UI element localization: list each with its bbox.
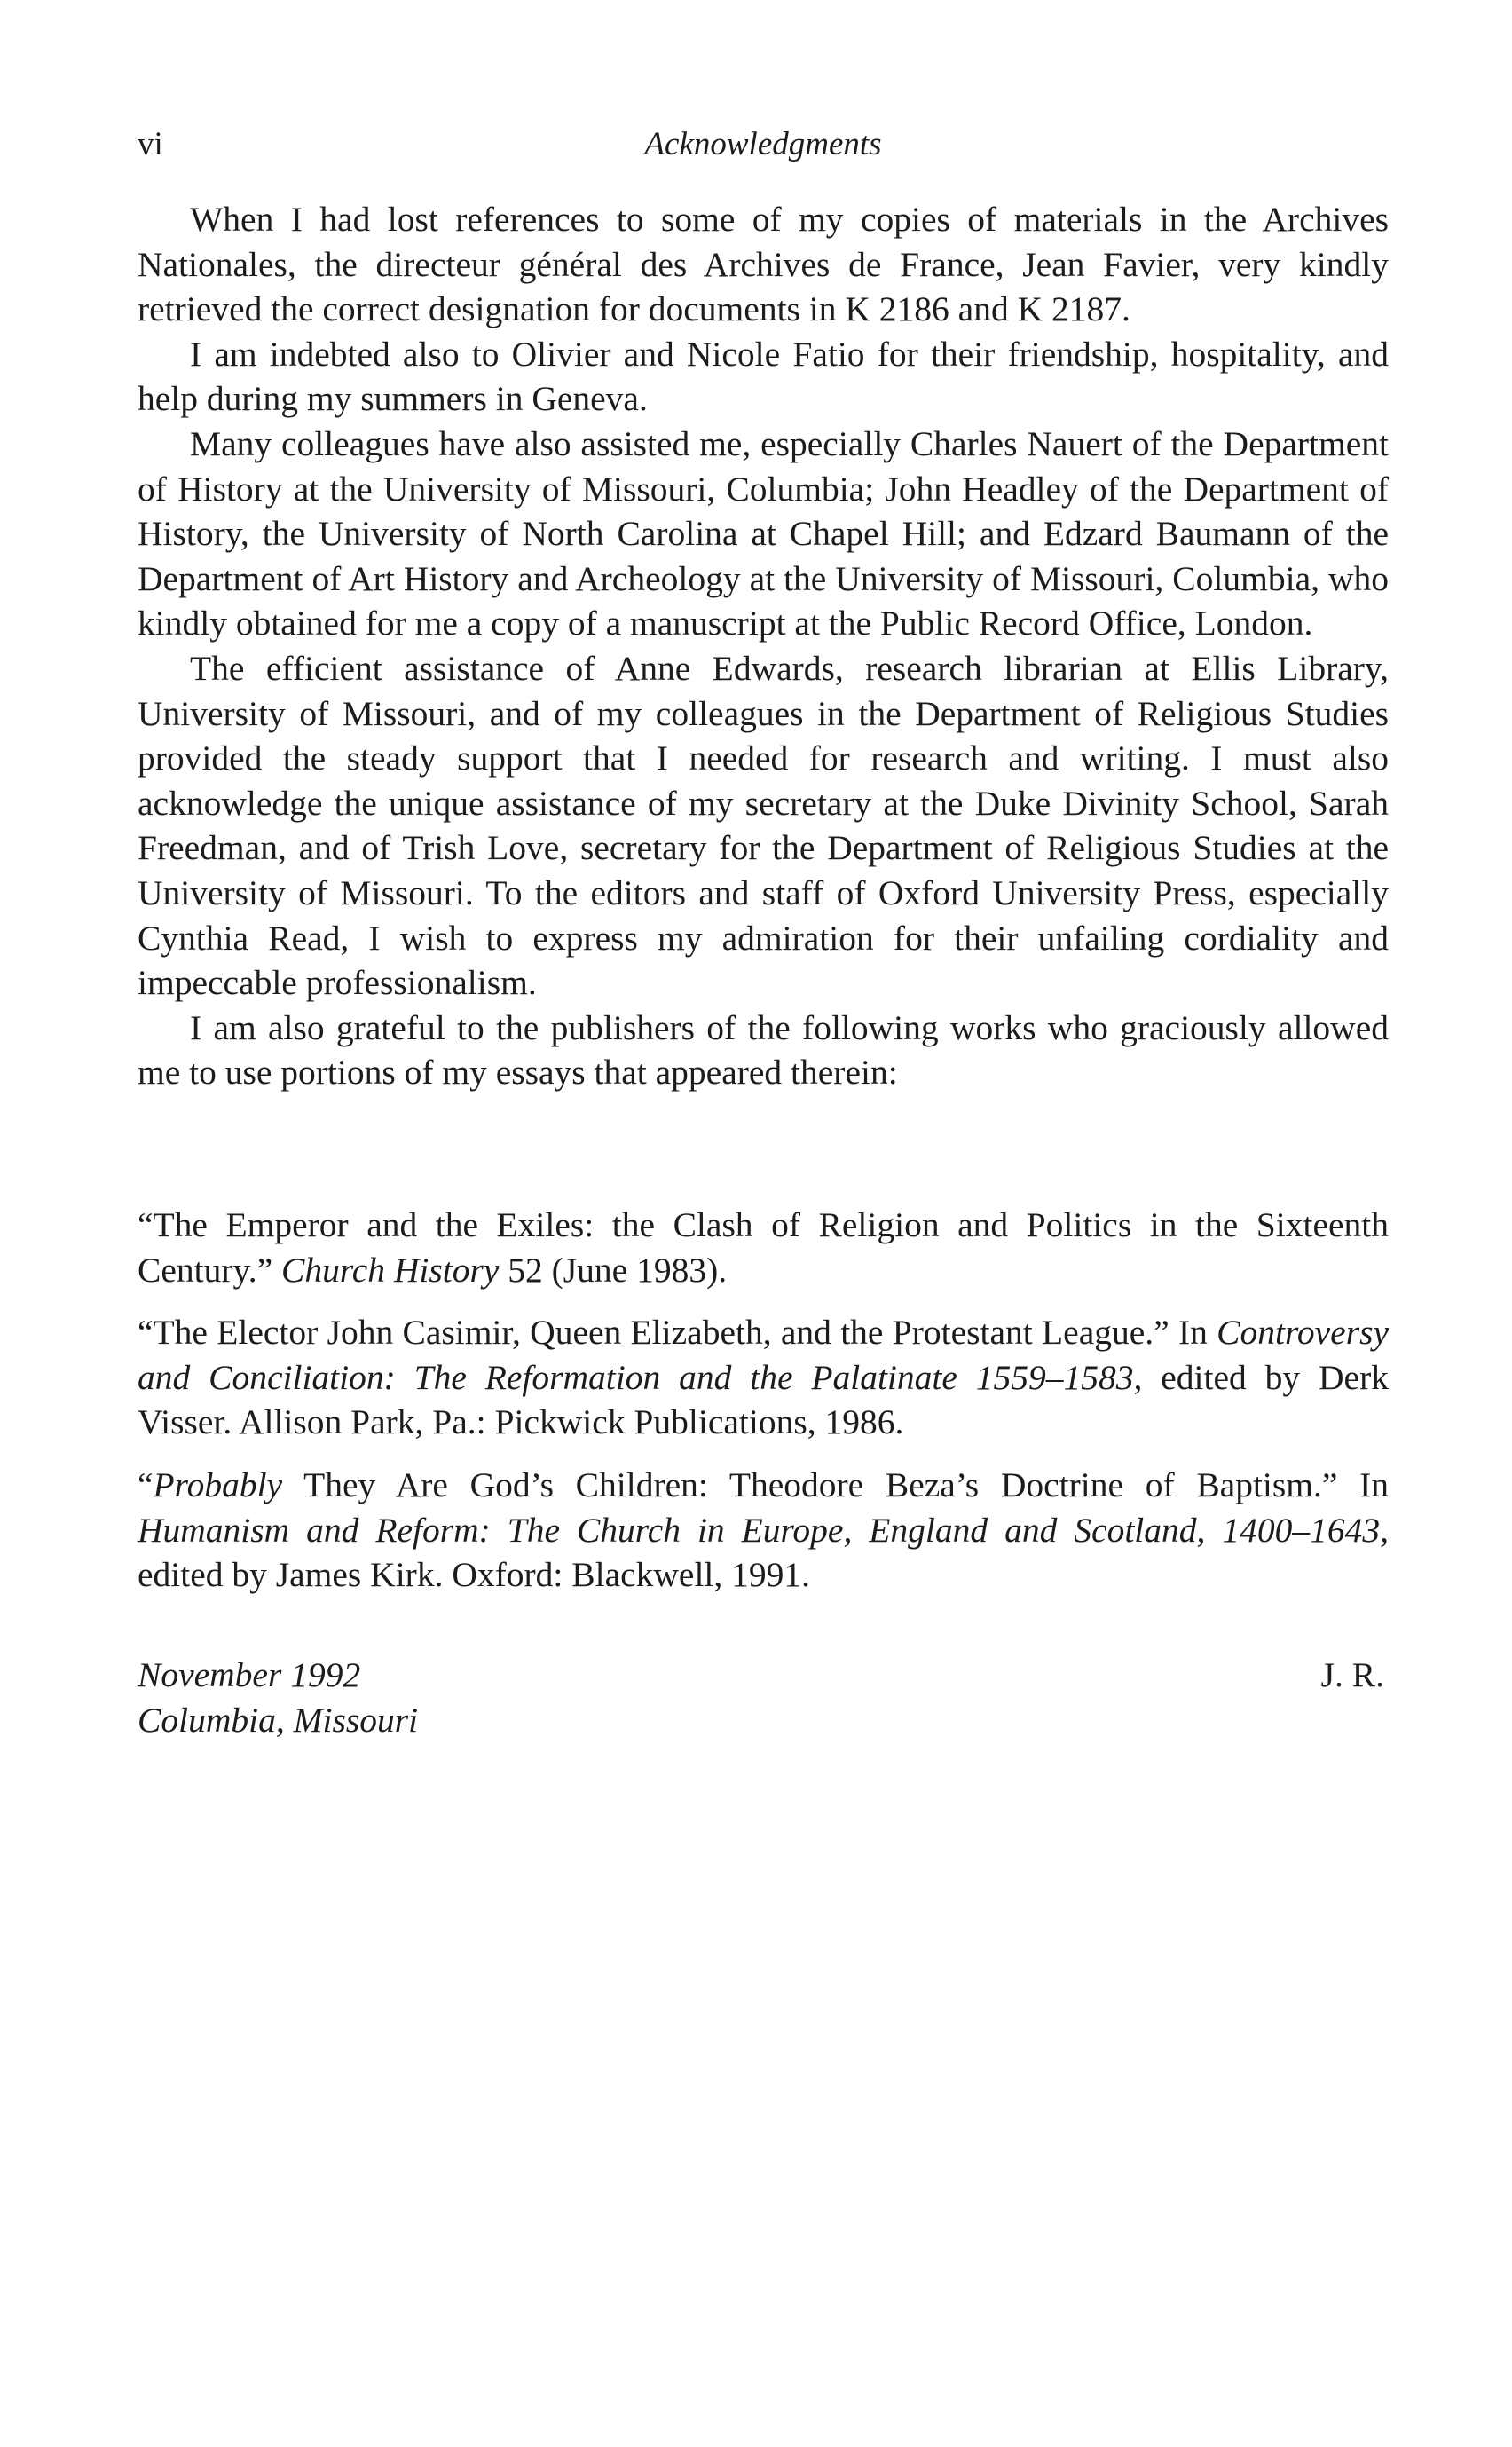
running-title: Acknowledgments [644,126,882,162]
reference-text: “The Elector John Casimir, Queen Elizabeth, and the Protestant League.” In [138,1313,1217,1353]
reference-entry [138,1203,1389,1292]
paragraph: Many colleagues have also assisted me, especially Charles Nauert of the Department of History at the University of Missouri, Columbia; John Headley of the Department of History, the University of North Carolina at Chapel Hill; and Edzard Baumann of the Department of Art History and Archeology at the University of Missouri, Columbia, who kindly obtained for me a copy of a manuscript at the Public Record Office, London. [138,423,1389,643]
page-number: vi [138,126,163,162]
signoff-place: Columbia, Missouri [138,1700,419,1740]
reference-entry [138,1310,1389,1445]
paragraph: The efficient assistance of Anne Edwards, research librarian at Ellis Library, University of Missouri, and of my colleagues in the Department of Religious Studies provided the steady support that I needed for research and writing. I must also acknowledge the unique assistance of my secretary at the Duke Divinity School, Sarah Freedman, and of Trish Love, secretary for the Department of Religious Studies at the University of Missouri. To the editors and staff of Oxford University Press, especially Cynthia Read, I wish to express my admiration for their unfailing cordiality and impeccable professionalism. [138,648,1389,1003]
reference-book-title: Controversy and Conciliation: The Reformation and the Palatinate 1559–1583, [138,1313,1389,1397]
paragraph: I am indebted also to Olivier and Nicole Fatio for their friendship, hospitality, and help during my summers in Geneva. [138,334,1389,419]
reference-text: They Are God’s Children: Theodore Beza’s Doctrine of Baptism.” In [282,1464,1389,1504]
reference-text: edited by James Kirk. Oxford: Blackwell, 1991. [138,1555,811,1595]
reference-text: “The Emperor and the Exiles: the Clash of Religion and Politics in the Sixteenth Century.” [138,1205,1389,1290]
author-initials: J. R. [1320,1655,1384,1694]
acknowledgments-body [138,197,1389,1095]
reference-book-title: Humanism and Reform: The Church in Europe, England and Scotland, 1400–1643, [138,1510,1389,1550]
reference-entry [138,1463,1389,1598]
signoff [138,1653,1384,1742]
reference-text: edited by Derk Visser. Allison Park, Pa.: Pickwick Publications, 1986. [138,1357,1389,1442]
reference-list [138,1203,1389,1615]
paragraph: When I had lost references to some of my copies of materials in the Archives Nationales, the directeur général des Archives de France, Jean Favier, very kindly retrieved the correct designation for documents in K 2186 and K 2187. [138,200,1389,329]
reference-text: 52 (June 1983). [499,1250,728,1290]
signoff-date: November 1992 [138,1655,361,1694]
reference-open-quote: “ [138,1464,154,1504]
paragraph: I am also grateful to the publishers of the following works who graciously allowed me to use portions of my essays that appeared therein: [138,1007,1389,1093]
reference-emphasis: Probably [153,1464,283,1504]
running-head [138,122,1389,167]
reference-journal-title: Church History [280,1250,500,1290]
